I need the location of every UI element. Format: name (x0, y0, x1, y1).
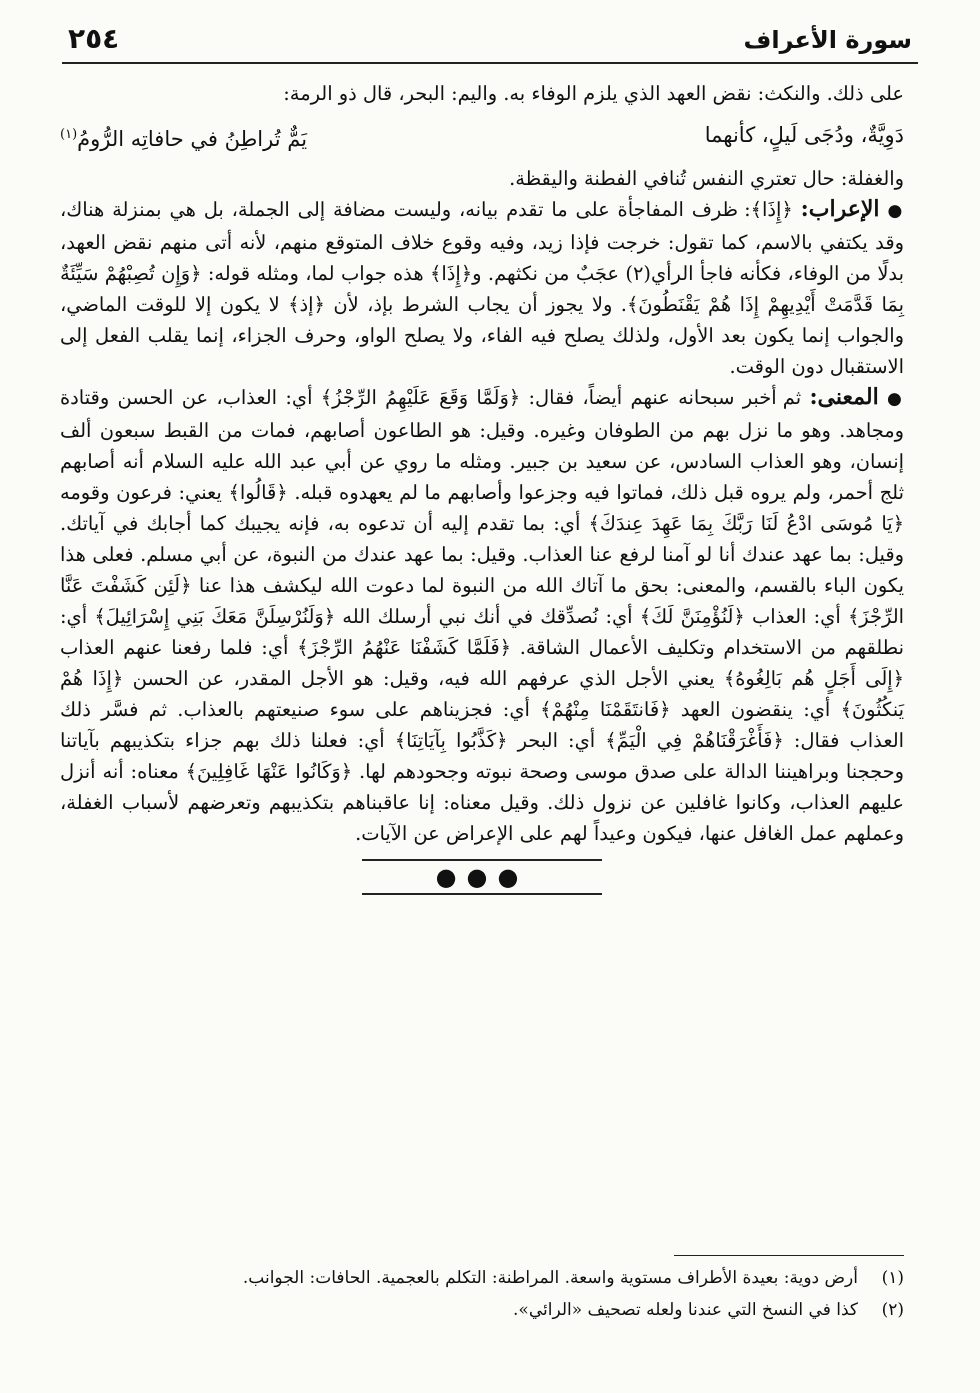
verse-second-hemistich-text: يَمٌّ تُراطِنُ في حافاتِه الرُّومُ (77, 127, 308, 151)
footnotes (60, 1262, 904, 1326)
footnote-item (60, 1294, 904, 1326)
bullet-icon: ● (887, 201, 904, 221)
main-text (60, 78, 904, 919)
bullet-icon: ● (887, 389, 905, 409)
separator-line-top (362, 859, 602, 861)
ghafla-definition: والغفلة: حال تعتري النفس تُنافي الفطنة واليقظة. (509, 167, 904, 190)
footnote-text: كذا في النسخ التي عندنا ولعله تصحيف «الرائي». (513, 1300, 858, 1320)
iraab-heading: الإعراب: (800, 196, 880, 222)
footnote-number: (١) (881, 1268, 904, 1288)
iraab-text: ﴿إِذَا﴾: ظرف المفاجأة على ما تقدم بيانه، وليست مضافة إلى الجملة، بل هي بمنزلة هناك، وقد يكتفي بالاسم، كما تقول: خرجت فإذا زيد، وفيه وقوع خلاف المتوقع منهم، لأنه أتى منهم نقض العهد، بدلًا من الوفاء، فكأنه فاجأ الرأي(٢) عجَبٌ من نكثهم. و﴿إِذَا﴾ هذه جواب لما، ومثله قوله: ﴿وَإِن تُصِبْهُمْ سَيِّئَةٌ بِمَا قَدَّمَتْ أَيْدِيهِمْ إِذَا هُمْ يَقْنَطُونَ﴾. ولا يجوز أن يجاب الشرط بإذ، لأن ﴿إذ﴾ لا يكون إلا للوقت الماضي، والجواب إنما يكون بعد الأول، ولذلك يصلح فيه الفاء، ولا يصلح الواو، وحرف الجزاء، إنما يقلب الفعل إلى الاستقبال دون الوقت. (60, 198, 905, 378)
separator-line-bottom (362, 893, 602, 895)
maana-heading: المعنى: (809, 384, 879, 410)
footnote-marker-1: (١) (60, 127, 78, 142)
intro-paragraph: على ذلك. والنكث: نقض العهد الذي يلزم الوفاء به. واليم: البحر، قال ذو الرمة: (283, 82, 904, 105)
footnote-divider (674, 1255, 904, 1256)
maana-section (60, 382, 904, 849)
separator-dots: ●●● (435, 863, 529, 891)
page-number: ٢٥٤ (68, 22, 120, 55)
surah-title: سورة الأعراف (743, 26, 912, 54)
footnote-text: أرض دوية: بعيدة الأطراف مستوية واسعة. المراطنة: التكلم بالعجمية. الحافات: الجوانب. (242, 1268, 858, 1288)
footnote-number: (٢) (881, 1300, 904, 1320)
maana-text: ثم أخبر سبحانه عنهم أيضاً، فقال: ﴿وَلَمَّا وَقَعَ عَلَيْهِمُ الرِّجْزُ﴾ أي: العذاب، عن الحسن وقتادة ومجاهد. وهو ما نزل بهم من الطوفان وغيره. وقيل: هو الطاعون أصابهم، فمات من القبط سبعون ألف إنسان، وهو العذاب السادس، عن سعيد بن جبير. ومثله ما روي عن أبي عبد الله عليه السلام أنه أصابهم ثلج أحمر، ولم يروه قبل ذلك، فماتوا فيه وجزعوا وأصابهم ما لم يعهدوه قبله. ﴿قَالُوا﴾ يعني: فرعون وقومه ﴿يَا مُوسَى ادْعُ لَنَا رَبَّكَ بِمَا عَهِدَ عِندَكَ﴾ أي: بما تقدم إليه أن تدعوه به، فإنه يجيبك كما أجابك في آياتك. وقيل: بما عهد عندك أنا لو آمنا لرفع عنا العذاب. وقيل: بما عهد عندك من النبوة، عن أبي مسلم. فعلى هذا يكون الباء بالقسم، والمعنى: بحق ما آتاك الله من النبوة لما دعوت الله ليكشف هذا عنا ﴿لَئِن كَشَفْتَ عَنَّا الرِّجْزَ﴾ أي: العذاب ﴿لَنُؤْمِنَنَّ لَكَ﴾ أي: نُصدِّقك في أنك نبي أرسلك الله ﴿وَلَنُرْسِلَنَّ مَعَكَ بَنِي إِسْرَائِيلَ﴾ أي: نطلقهم من الاستخدام وتكليف الأعمال الشاقة. ﴿فَلَمَّا كَشَفْنَا عَنْهُمُ الرِّجْزَ﴾ أي: فلما رفعنا عنهم العذاب ﴿إِلَى أَجَلٍ هُم بَالِغُوهُ﴾ يعني الأجل الذي عرفهم الله فيه، وقيل: هو الأجل المقدر، عن الحسن ﴿إِذَا هُمْ يَنكُثُونَ﴾ أي: ينقضون العهد ﴿فَانتَقَمْنَا مِنْهُمْ﴾ أي: فجزيناهم على سوء صنيعتهم بالعذاب. ثم فسَّر ذلك العذاب فقال: ﴿فَأَغْرَقْنَاهُمْ فِي الْيَمِّ﴾ أي: البحر ﴿كَذَّبُوا بِآيَاتِنَا﴾ أي: فعلنا ذلك بهم جزاء بتكذيبهم بآياتنا وحججنا وبراهيننا الدالة على صدق موسى وصحة نبوته وجحودهم لها. ﴿وَكَانُوا عَنْهَا غَافِلِينَ﴾ معناه: أنه أنزل عليهم العذاب، وكانوا غافلين عن نزول ذلك. وقيل معناه: إنا عاقبناهم بتكذيبهم وتعرضهم لأسباب الغفلة، وعملهم عمل الغافل عنها، فيكون وعيداً لهم على الإعراض عن الآيات. (60, 386, 904, 845)
iraab-section (60, 194, 904, 382)
section-separator (60, 859, 904, 919)
poetry-verse (60, 115, 904, 159)
verse-second-hemistich (60, 115, 307, 159)
verse-first-hemistich: دَوِيَّةٌ، ودُجَى لَيلٍ، كأنهما (704, 123, 904, 147)
page-header (62, 22, 918, 64)
footnote-item (60, 1262, 904, 1294)
